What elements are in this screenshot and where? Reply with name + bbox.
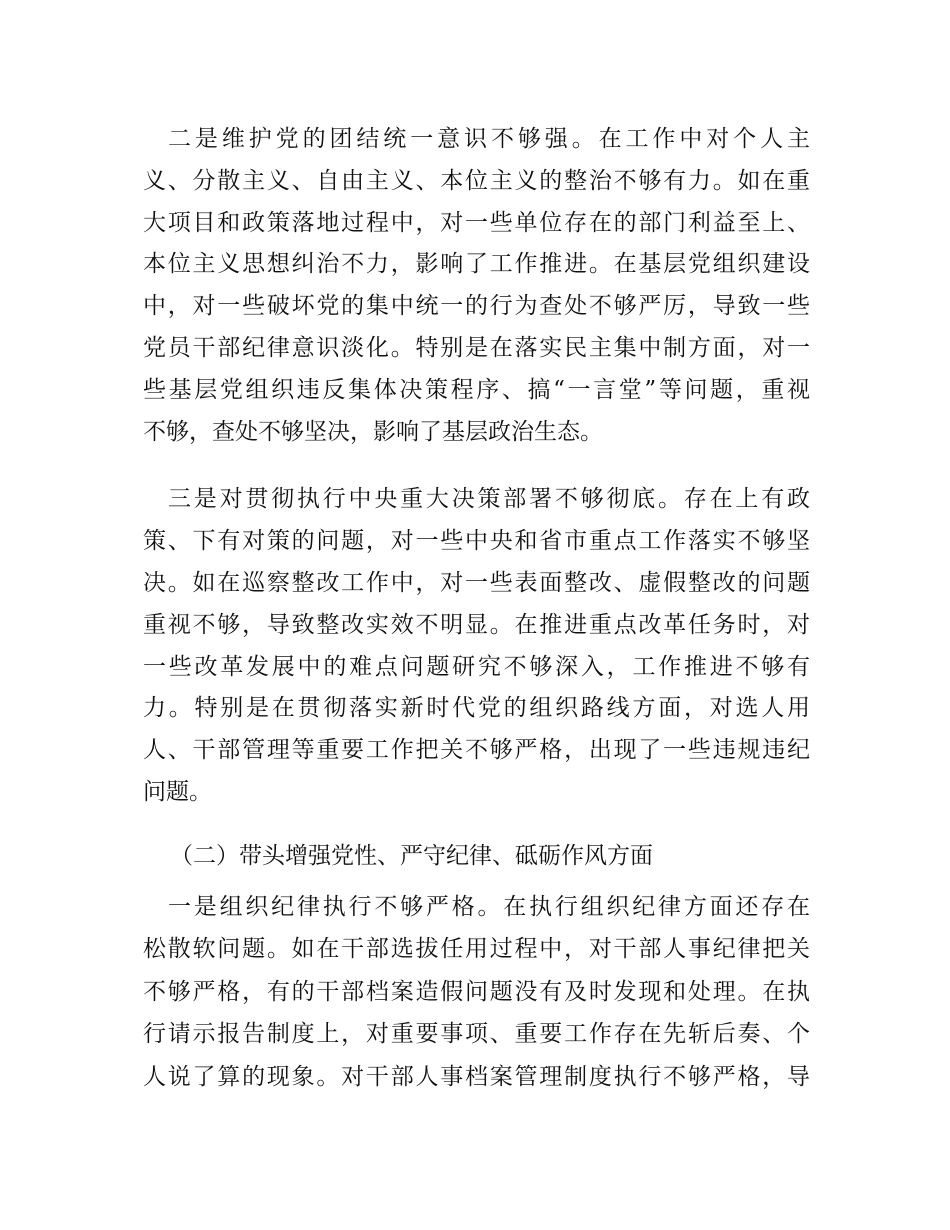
document-page	[143, 119, 810, 1098]
paragraph-implementation	[143, 479, 810, 813]
text-line: 党员干部纪律意识淡化。特别是在落实民主集中制方面，对一	[143, 334, 810, 361]
text-line: 本位主义思想纠治不力，影响了工作推进。在基层党组织建设	[143, 251, 810, 278]
text-line: 不够严格，有的干部档案造假问题没有及时发现和处理。在执	[143, 978, 810, 1005]
text-line: 不够，查处不够坚决，影响了基层政治生态。	[143, 418, 603, 445]
text-line: 力。特别是在贯彻落实新时代党的组织路线方面，对选人用	[143, 695, 810, 722]
text-line: 人说了算的现象。对干部人事档案管理制度执行不够严格，导	[143, 1063, 810, 1090]
text-line: 决。如在巡察整改工作中，对一些表面整改、虚假整改的问题	[143, 569, 810, 596]
text-line: 一些改革发展中的难点问题研究不够深入，工作推进不够有	[143, 653, 810, 680]
text-line: 义、分散主义、自由主义、本位主义的整治不够有力。如在重	[143, 167, 810, 194]
text-line: 松散软问题。如在干部选拔任用过程中，对干部人事纪律把关	[143, 936, 810, 963]
text-line: 些基层党组织违反集体决策程序、搞“一言堂”等问题，重视	[143, 376, 810, 403]
text-line: 行请示报告制度上，对重要事项、重要工作存在先斩后奏、个	[143, 1021, 810, 1048]
paragraph-unity	[143, 119, 810, 453]
text-line: 问题。	[143, 778, 212, 805]
text-line: 大项目和政策落地过程中，对一些单位存在的部门利益至上、	[143, 209, 810, 236]
heading-text: （二）带头增强党性、严守纪律、砥砺作风方面	[170, 842, 653, 869]
text-line: 中，对一些破坏党的集中统一的行为查处不够严厉，导致一些	[143, 293, 810, 320]
text-line: 策、下有对策的问题，对一些中央和省市重点工作落实不够坚	[143, 528, 810, 555]
text-line: 二是维护党的团结统一意识不够强。在工作中对个人主	[168, 126, 810, 152]
text-line: 一是组织纪律执行不够严格。在执行组织纪律方面还存在	[168, 893, 810, 920]
section-heading	[143, 836, 810, 878]
paragraph-discipline	[143, 886, 810, 1099]
text-line: 三是对贯彻执行中央重大决策部署不够彻底。存在上有政	[168, 486, 810, 513]
text-line: 重视不够，导致整改实效不明显。在推进重点改革任务时，对	[143, 611, 810, 638]
text-line: 人、干部管理等重要工作把关不够严格，出现了一些违规违纪	[143, 737, 810, 764]
